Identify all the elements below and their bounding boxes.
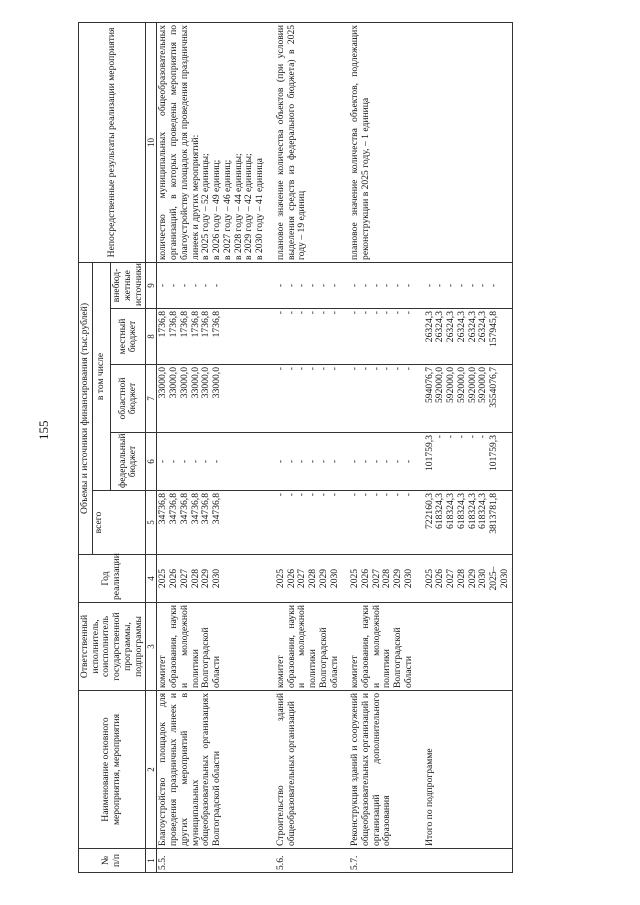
year-value: 2025–2030: [488, 566, 510, 591]
local: [157, 309, 267, 365]
extra-value: -: [296, 283, 308, 288]
federal-value: -: [285, 459, 297, 464]
federal-value: -: [445, 435, 457, 439]
result: [157, 22, 267, 262]
year-value: 2025: [157, 568, 169, 589]
result: [349, 22, 415, 262]
regional-value: -: [307, 367, 319, 371]
regional-value: -: [285, 367, 297, 371]
federal-value: -: [402, 459, 414, 464]
year-value: 2027: [296, 568, 308, 589]
regional-value: 33000,0: [157, 367, 169, 399]
local-value: 26324,3: [477, 311, 489, 343]
header-year: Год реализации: [79, 555, 146, 603]
executor: комитет образования, науки и молодежной политики Волгоградской области: [157, 603, 267, 691]
extra-value: -: [466, 283, 478, 288]
year-value: 2030: [328, 568, 340, 589]
year-value: 2027: [178, 568, 190, 589]
regional-value: 592000,0: [477, 367, 489, 403]
extra-value: -: [434, 283, 446, 288]
extra-value: -: [317, 283, 329, 288]
measure-name: Реконструкция зданий и сооружений общеобразовательных организаций и организаций дополнительного образования: [349, 691, 415, 849]
page-number: 155: [36, 420, 51, 440]
federal-value: -: [392, 459, 404, 464]
local-value: -: [296, 311, 308, 315]
extra-value: -: [488, 283, 500, 288]
extra-value: -: [370, 283, 382, 288]
local-value: 1736,8: [157, 311, 169, 338]
extra-value: -: [349, 283, 361, 288]
year-value: 2029: [200, 568, 212, 589]
local-value: -: [402, 311, 414, 315]
header-funding: Объемы и источники финансирования (тыс.рублей): [79, 262, 93, 554]
federal-value: 101759,3: [423, 435, 435, 471]
year-value: 2029: [392, 568, 404, 589]
federal-value: -: [328, 459, 340, 464]
result-text: плановое значение количества объектов, подлежащих реконструкции в 2025 году, – 1 единица: [349, 24, 371, 260]
extra-value: -: [211, 283, 223, 288]
year-value: 2025: [274, 568, 286, 589]
regional-value: -: [402, 367, 414, 371]
total: [157, 491, 267, 555]
colnum: 5: [146, 491, 157, 555]
local-value: 157945,8: [488, 311, 500, 347]
measure-name: Благоустройство площадок для проведения праздничных линеек и других мероприятий в муниципальных общеобразовательных организациях Волгоградской области: [157, 691, 267, 849]
extra-value: -: [285, 283, 297, 288]
extra-value: -: [402, 283, 414, 288]
header-executor: Ответственный исполнитель, соисполнитель государственной программы, подпрограммы: [79, 603, 146, 691]
header-results: Непосредственные результаты реализации мероприятия: [79, 22, 146, 262]
federal-value: -: [434, 435, 446, 439]
summary-label: Итого по подпрограмме: [424, 691, 512, 849]
total-value: 34736,8: [211, 493, 223, 525]
colnum: 8: [146, 309, 157, 365]
total: [275, 491, 341, 555]
year-value: 2028: [455, 568, 467, 589]
federal-value: -: [370, 459, 382, 464]
table-row: [157, 22, 267, 872]
total-value: -: [307, 493, 319, 497]
colnum: 2: [146, 691, 157, 849]
extra-value: -: [477, 283, 489, 288]
colnum: 9: [146, 262, 157, 308]
year-value: 2028: [381, 568, 393, 589]
total-value: -: [317, 493, 329, 497]
result: [275, 22, 341, 262]
federal-value: -: [189, 459, 201, 464]
header-regional: областной бюджет: [111, 365, 146, 433]
federal-value: -: [168, 459, 180, 464]
result-line: в 2027 году – 46 единиц;: [221, 159, 233, 260]
total-value: 618324,3: [455, 493, 467, 529]
colnum: 10: [146, 22, 157, 262]
federal-value: -: [455, 435, 467, 439]
result-line: в 2029 году – 42 единицы;: [243, 153, 255, 260]
regional: [275, 365, 341, 433]
local-value: -: [285, 311, 297, 315]
total-value: -: [359, 493, 371, 497]
local-value: 26324,3: [466, 311, 478, 343]
federal-value: -: [359, 459, 371, 464]
local-value: 26324,3: [423, 311, 435, 343]
federal: [424, 433, 512, 491]
header-name: Наименование основного мероприятия, мероприятия: [79, 691, 146, 849]
federal: [157, 433, 267, 491]
year-value: 2027: [370, 568, 382, 589]
local-value: -: [349, 311, 361, 315]
regional-value: 592000,0: [466, 367, 478, 403]
executor: комитет образования, науки и молодежной политики Волгоградской области: [349, 603, 415, 691]
colnum: 1: [146, 849, 157, 873]
summary-row: [424, 22, 512, 872]
row-number: 5.6.: [275, 849, 341, 873]
regional-value: 3554076,7: [488, 367, 500, 408]
column-number-row: [146, 22, 157, 872]
extra-value: -: [328, 283, 340, 288]
row-number: 5.5.: [157, 849, 267, 873]
regional-value: 33000,0: [211, 367, 223, 399]
regional-value: -: [392, 367, 404, 371]
regional-value: 33000,0: [189, 367, 201, 399]
total-value: 34736,8: [168, 493, 180, 525]
total-value: -: [274, 493, 286, 497]
colnum: 7: [146, 365, 157, 433]
regional-value: -: [296, 367, 308, 371]
header-total: всего: [92, 491, 146, 555]
header-incl: в том числе: [92, 262, 110, 490]
federal-value: -: [296, 459, 308, 464]
regional-value: 592000,0: [455, 367, 467, 403]
federal-value: -: [307, 459, 319, 464]
local-value: 1736,8: [178, 311, 190, 338]
local-value: -: [307, 311, 319, 315]
federal-value: 101759,3: [488, 435, 500, 471]
extra-value: -: [200, 283, 212, 288]
extra-value: -: [359, 283, 371, 288]
local-value: 1736,8: [200, 311, 212, 338]
total-value: 34736,8: [200, 493, 212, 525]
table-body: [157, 22, 512, 872]
federal-value: -: [381, 459, 393, 464]
year-value: 2029: [466, 568, 478, 589]
local-value: -: [370, 311, 382, 315]
regional-value: 33000,0: [178, 367, 190, 399]
total-value: 34736,8: [189, 493, 201, 525]
local-value: 26324,3: [434, 311, 446, 343]
result-text: количество муниципальных общеобразовательных организаций, в которых проведены мероприятия по благоустройству площадок для проведения праздничных линеек и других мероприятий:: [157, 24, 201, 260]
regional-value: 33000,0: [200, 367, 212, 399]
regional-value: -: [349, 367, 361, 371]
federal-value: -: [466, 435, 478, 439]
regional-value: -: [274, 367, 286, 371]
regional-value: -: [359, 367, 371, 371]
result-text: плановое значение количества объектов (при условии выделения средств из федерального бюджета) в 2025 году – 19 единиц: [274, 24, 308, 260]
federal-value: -: [274, 459, 286, 464]
total-value: -: [328, 493, 340, 497]
total-value: -: [285, 493, 297, 497]
federal-value: -: [317, 459, 329, 464]
result-line: в 2025 году – 52 единицы;: [200, 153, 212, 260]
total-value: 722160,3: [423, 493, 435, 529]
header-num: № п/п: [79, 849, 146, 873]
header-federal: федеральный бюджет: [111, 433, 146, 491]
year-value: 2026: [434, 568, 446, 589]
year: [275, 555, 341, 603]
year-value: 2026: [359, 568, 371, 589]
year-value: 2025: [349, 568, 361, 589]
regional-value: 592000,0: [445, 367, 457, 403]
extra-value: -: [381, 283, 393, 288]
extra-value: -: [455, 283, 467, 288]
regional-value: 33000,0: [168, 367, 180, 399]
federal-value: -: [157, 459, 169, 464]
local-value: 1736,8: [211, 311, 223, 338]
funding-table: [78, 22, 513, 873]
local-value: -: [359, 311, 371, 315]
colnum: 6: [146, 433, 157, 491]
year: [424, 555, 512, 603]
extra: [157, 262, 267, 308]
extra-value: -: [168, 283, 180, 288]
year-value: 2030: [211, 568, 223, 589]
total-value: 618324,3: [477, 493, 489, 529]
executor: комитет образования, науки и молодежной политики Волгоградской области: [275, 603, 341, 691]
total: [424, 491, 512, 555]
local-value: -: [381, 311, 393, 315]
regional-value: -: [381, 367, 393, 371]
total-value: -: [296, 493, 308, 497]
table-row: [275, 22, 341, 872]
year-value: 2029: [317, 568, 329, 589]
regional: [424, 365, 512, 433]
total-value: 618324,3: [434, 493, 446, 529]
total-value: 3813781,8: [488, 493, 500, 534]
local-value: -: [328, 311, 340, 315]
local-value: -: [392, 311, 404, 315]
row-number: 5.7.: [349, 849, 415, 873]
year-value: 2025: [423, 568, 435, 589]
year-value: 2028: [189, 568, 201, 589]
extra: [275, 262, 341, 308]
regional: [349, 365, 415, 433]
total-value: -: [402, 493, 414, 497]
year-value: 2030: [402, 568, 414, 589]
result-line: в 2030 году – 41 единица: [254, 158, 266, 260]
total-value: -: [349, 493, 361, 497]
extra-value: -: [392, 283, 404, 288]
year: [157, 555, 267, 603]
local-value: -: [317, 311, 329, 315]
federal-value: -: [211, 459, 223, 464]
extra-value: -: [274, 283, 286, 288]
year-value: 2026: [168, 568, 180, 589]
federal-value: -: [477, 435, 489, 439]
total: [349, 491, 415, 555]
extra-value: -: [189, 283, 201, 288]
regional-value: 594076,7: [423, 367, 435, 403]
year: [349, 555, 415, 603]
regional: [157, 365, 267, 433]
rotated-table-container: [78, 23, 578, 873]
table-row: [349, 22, 415, 872]
year-value: 2028: [307, 568, 319, 589]
federal-value: -: [349, 459, 361, 464]
local: [275, 309, 341, 365]
extra: [424, 262, 512, 308]
header-extra: внебюд-жетные источники: [111, 262, 146, 308]
local-value: -: [274, 311, 286, 315]
regional-value: -: [370, 367, 382, 371]
extra-value: -: [445, 283, 457, 288]
local: [424, 309, 512, 365]
total-value: -: [370, 493, 382, 497]
measure-name: Строительство зданий общеобразовательных организаций: [275, 691, 341, 849]
total-value: 34736,8: [157, 493, 169, 525]
result-line: в 2026 году – 49 единиц;: [211, 159, 223, 260]
local-value: 1736,8: [189, 311, 201, 338]
federal: [349, 433, 415, 491]
colnum: 4: [146, 555, 157, 603]
federal: [275, 433, 341, 491]
federal-value: -: [178, 459, 190, 464]
header-local: местный бюджет: [111, 309, 146, 365]
regional-value: 592000,0: [434, 367, 446, 403]
regional-value: -: [317, 367, 329, 371]
extra-value: -: [157, 283, 169, 288]
year-value: 2027: [445, 568, 457, 589]
year-value: 2026: [285, 568, 297, 589]
extra-value: -: [178, 283, 190, 288]
total-value: -: [392, 493, 404, 497]
local-value: 1736,8: [168, 311, 180, 338]
local: [349, 309, 415, 365]
year-value: 2030: [477, 568, 489, 589]
extra-value: -: [307, 283, 319, 288]
total-value: 34736,8: [178, 493, 190, 525]
local-value: 26324,3: [455, 311, 467, 343]
local-value: 26324,3: [445, 311, 457, 343]
colnum: 3: [146, 603, 157, 691]
result-line: в 2028 году – 44 единицы;: [232, 153, 244, 260]
extra-value: -: [423, 283, 435, 288]
extra: [349, 262, 415, 308]
federal-value: -: [200, 459, 212, 464]
total-value: 618324,3: [445, 493, 457, 529]
total-value: 618324,3: [466, 493, 478, 529]
regional-value: -: [328, 367, 340, 371]
total-value: -: [381, 493, 393, 497]
